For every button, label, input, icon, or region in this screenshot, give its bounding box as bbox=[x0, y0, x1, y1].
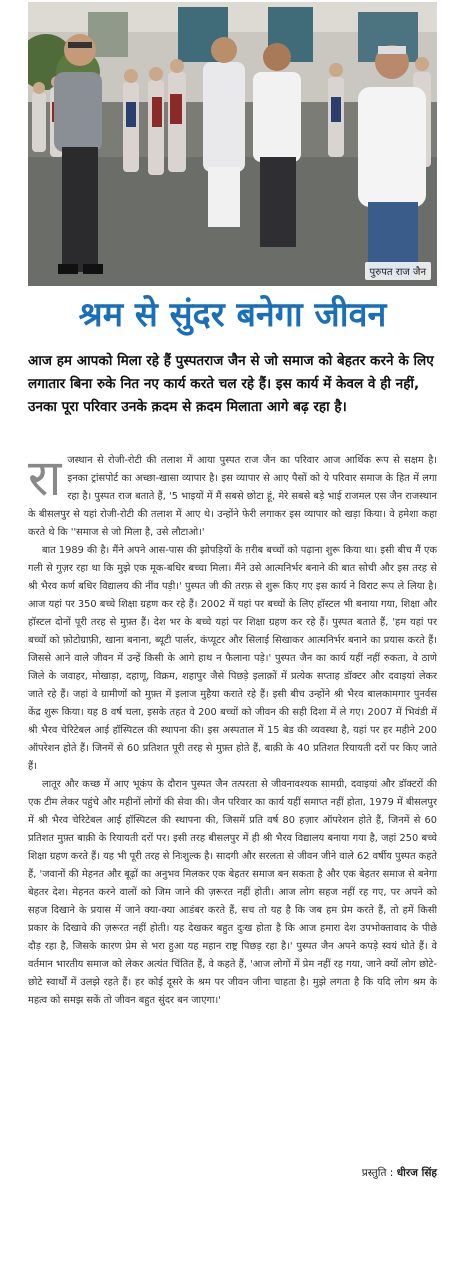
body-paragraph: लातूर और कच्छ में आए भूकंप के दौरान पुस्पत जैन तत्परता से जीवनावश्यक सामग्री, दवाइयां और डॉक्टरों की एक टीम लेकर पहुंचे और महीनों लोगों की सेवा की। जैन परिवार का कार्य यहीं समाप्त नहीं होता, 1979 में बीसलपुर में श्री भैरव चेरिटेबल आई हॉस्पिटल की स्थापना की, जिसमें प्रति वर्ष 80 हज़ार ऑपरेशन होते हैं, जिनमें से 60 प्रतिशत मुफ़्त बाक़ी के रियायती दरों पर। इसी तरह बीसलपुर में ही श्री भैरव विद्यालय बनाया गया है, जहां 250 बच्चे शिक्षा ग्रहण करते हैं। यह भी पूरी तरह से निःशुल्क है। सादगी और सरलता से जीवन जीने वाले 62 वर्षीय पुस्पत कहते हैं, 'जवानों की मेहनत और बूढ़ों का अनुभव मिलकर एक बेहतर समाज बन सकता है और एक बेहतर समाज से बनेगा बेहतर देश। मेहनत करने वालों को जिम जाने की ज़रूरत नहीं होती। आज लोग सहज नहीं रह गए, पर अपने को सहज दिखाने के प्रयास में जाने क्या-क्या आडंबर करते हैं, सच तो यह है कि जब हम प्रेम करते हैं, तो हमें किसी प्रकार के दिखावे की ज़रूरत नहीं होती। यह देखकर बहुत दुःख होता है कि आज हमारा देश उपभोक्तावाद के पीछे दौड़ रहा है, जिसके कारण प्रेम से भरा हुआ यह महान राष्ट्र पिछड़ रहा है।' पुस्पत जैन अपने कपड़े स्वयं धोते हैं। वे वर्तमान भारतीय समाज को लेकर अत्यंत चिंतित हैं, वे कहते हैं, 'आज लोगों में प्रेम नहीं रह गया, जाने क्यों लोग छोटे-छोटे स्वार्थों में उलझे रहते हैं। हर कोई दूसरे के श्रम पर जीवन जीना चाहता है। मुझे लगता है कि यदि लोग श्रम के महत्व को समझ सकें तो जीवन बहुत सुंदर बन जाएगा।' bbox=[28, 779, 437, 1006]
photo-caption: पुरुपत राज जैन bbox=[365, 262, 431, 280]
body-paragraph: राजस्थान से रोजी-रोटी की तलाश में आया पुस्पत राज जैन का परिवार आज आर्थिक रूप से सक्षम है। इनका ट्रांसपोर्ट का अच्छा-खासा व्यापार है। इस व्यापार से आए पैसों को ये परिवार समाज के हित में लगा रहा है। पुस्पत राज बताते हैं, '5 भाइयों में मैं सबसे छोटा हूं, मेरे सबसे बड़े भाई राजमल एस जैन राजस्थान के बीसलपुर से यहां रोजी-रोटी की तलाश में आए थे। उन्होंने फेरी लगाकर इस व्यापार को खड़ा किया। वे हमेशा कहा करते थे कि ''समाज से जो मिला है, उसे लौटाओ।' bbox=[28, 452, 437, 538]
photo-illustration bbox=[28, 2, 437, 286]
headline: श्रम से सुंदर बनेगा जीवन bbox=[78, 295, 387, 335]
article-body bbox=[28, 452, 437, 1168]
article-credit bbox=[362, 1166, 437, 1180]
credit-name: धीरज सिंह bbox=[396, 1167, 437, 1179]
drop-cap: रा bbox=[28, 452, 62, 507]
credit-label: प्रस्तुति : bbox=[361, 1167, 394, 1179]
deck-summary: आज हम आपको मिला रहे हैं पुस्पतराज जैन से जो समाज को बेहतर करने के लिए लगातार बिना रुके नित नए कार्य करते चल रहे हैं। इस कार्य में केवल वे ही नहीं, उनका पूरा परिवार उनके क़दम से क़दम मिलाता आगे बढ़ रहा है। bbox=[28, 353, 434, 415]
body-paragraph: बात 1989 की है। मैंने अपने आस-पास की झोपड़ियों के ग़रीब बच्चों को पढ़ाना शुरू किया था। इसी बीच मैं एक गली से गुज़र रहा था कि मुझे एक मूक-बधिर बच्चा मिला। मैंने उसे आत्मनिर्भर बनाने की बात सोची और इस तरह से श्री भैरव कर्ण बधिर विद्यालय की नींव पड़ी।' पुस्पत जी की तरफ़ से शुरू किए गए इस कार्य ने विराट रूप ले लिया है। आज यहां पर 350 बच्चे शिक्षा ग्रहण कर रहे हैं। 2002 में यहां पर बच्चों के लिए हॉस्टल भी बनाया गया, शिक्षा और हॉस्टल दोनों पूरी तरह से मुफ़्त हैं। देश भर के बच्चे यहां पर शिक्षा ग्रहण कर रहे हैं। पुस्पत बताते हैं, 'हम यहां पर बच्चों को फ़ोटोग्राफ़ी, खाना बनाना, ब्यूटी पार्लर, कंप्यूटर और सिलाई सिखाकर आत्मनिर्भर बनाने का प्रयास करते हैं। जिससे आने वाले जीवन में उन्हें किसी के आगे हाथ न फैलाना पड़े।' पुस्पत जैन का कार्य यहीं नहीं रुकता, वे ठाणे जिले के जवाहर, मोखाड़ा, दहाणू, विक्रम, शहापुर जैसे पिछड़े इलाक़ों में प्रत्येक सप्ताह डॉक्टर और दवाइयां लेकर जाते रहे हैं। जहां वे ग्रामीणों को मुफ़्त में इलाज मुहैया कराते रहे हैं। इसी बीच उन्होंने श्री भैरव बालकामगार पुनर्वस केंद्र शुरू किया। यह 8 वर्ष चला, इसके तहत वे 200 बच्चों को जीवन की सही दिशा में ले गए। 2007 में भिवंडी में श्री भैरव चेरिटेबल आई हॉस्पिटल की स्थापना की। इस अस्पताल में 15 बेड की व्यवस्था है, यहां पर हर महीने 200 ऑपरेशन होते हैं। जिनमें से 60 प्रतिशत पूरी तरह से मुफ़्त होते हैं, बाक़ी के 40 प्रतिशत रियायती दरों पर किए जाते हैं। bbox=[28, 545, 437, 772]
article-photo bbox=[28, 2, 437, 286]
